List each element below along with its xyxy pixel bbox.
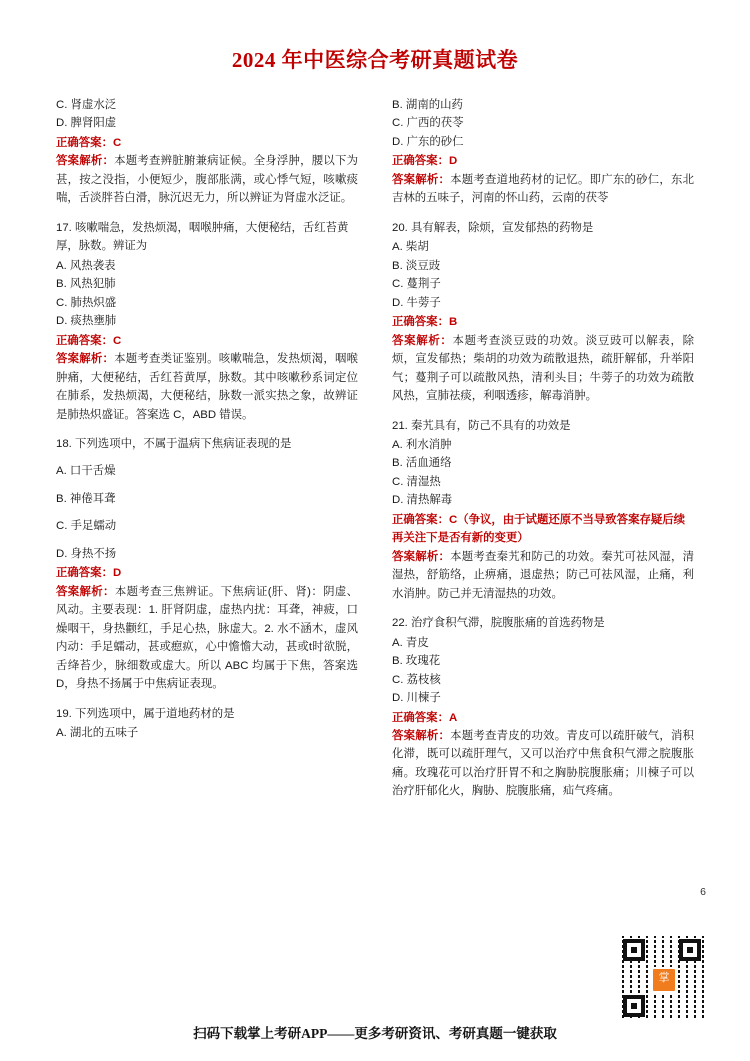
option: B. 风热犯肺 [56,278,116,291]
answer-value: B [448,316,458,329]
answer-line [56,332,358,350]
analysis-text: 本题考查道地药材的记忆。即广东的砂仁，东北吉林的五味子，河南的怀山药，云南的茯苓 [392,173,694,205]
two-column-body [0,74,750,812]
qr-code-icon[interactable] [620,936,704,1020]
option: A. 风热袭表 [56,259,116,272]
question-number: 18. [56,437,72,450]
answer-line [392,511,694,548]
answer-value: A [448,711,458,724]
option: D. 痰热壅肺 [56,315,117,328]
option: C. 清湿热 [392,475,441,488]
answer-value: D [448,155,458,168]
option: D. 牛蒡子 [392,296,441,309]
answer-dispute-note: （争议，由于试题还原不当导致答案存疑后续再关注下是否有新的变更） [392,513,686,545]
option: D. 脾肾阳虚 [56,117,117,130]
option: C. 肺热炽盛 [56,296,117,309]
qr-finder-top-left [623,939,645,961]
question-number: 19. [56,707,72,720]
option: A. 柴胡 [392,241,429,254]
question-text: 咳嗽喘急，发热烦渴，咽喉肿痛，大便秘结，舌红苔黄厚，脉数。辨证为 [56,221,349,253]
question-text: 秦艽具有，防己不具有的功效是 [411,419,571,432]
option: B. 玫瑰花 [392,655,441,668]
footer-caption: 扫码下载掌上考研APP——更多考研资讯、考研真题一键获取 [193,1026,557,1041]
analysis-paragraph [56,152,358,207]
analysis-label: 答案解析： [392,334,453,347]
option: A. 青皮 [392,636,429,649]
question-stem [392,219,694,237]
analysis-text: 本题考查三焦辨证。下焦病证(肝、肾)：阴虚、风动。主要表现：1. 肝肾阴虚，虚热内扰：耳聋，神疲，口燥咽干，身热颧红，手足心热，脉虚大。2. 水不涵木，虚风内动：手足蠕动，甚或瘛疭，心中憺憺大动，甚或t时欲脱，舌绛苔少，脉细数或虚大。所以 ABC 均属于下焦，答案选 D，身热不扬属于中焦病证表现。 [56,585,358,691]
analysis-label: 答案解析： [56,585,115,598]
analysis-paragraph [392,727,694,801]
qr-code-area[interactable] [620,936,704,1020]
analysis-text: 本题考查秦艽和防己的功效。秦艽可祛风湿，清湿热，舒筋络，止痹痛，退虚热；防己可祛风湿，止痛，利水消肿。防己并无清湿热的功效。 [392,550,694,600]
question-stem [56,435,358,453]
analysis-label: 答案解析： [56,155,115,168]
question-stem [56,219,358,256]
option: D. 广东的砂仁 [392,135,464,148]
answer-label: 正确答案： [392,155,449,168]
analysis-text: 本题考查淡豆豉的功效。淡豆豉可以解表，除烦，宣发郁热；柴胡的功效为疏散退热，疏肝解郁，升举阳气；蔓荆子可以疏散风热，清利头目；牛蒡子的功效为疏散风热，宣肺祛痰，利咽透疹，解毒消肿。 [392,334,694,403]
question-stem [56,705,358,723]
analysis-label: 答案解析： [392,550,451,563]
question-block-continuation [56,96,358,208]
question-number: 17. [56,221,72,234]
answer-label: 正确答案： [56,334,113,347]
question-text: 治疗食积气滞，脘腹胀痛的首选药物是 [411,617,605,630]
analysis-text: 本题考查辨脏腑兼病证候。全身浮肿，腰以下为甚，按之没指，小便短少，腹部胀满，或心悸气短，咳嗽痰喘，舌淡胖苔白滑，脉沉迟无力，所以辨证为肾虚水泛证。 [56,155,358,205]
analysis-paragraph [392,171,694,208]
answer-line [392,709,694,727]
answer-label: 正确答案： [56,136,113,149]
analysis-text: 本题考查类证鉴别。咳嗽喘急，发热烦渴，咽喉肿痛，大便秘结，舌红苔黄厚，脉数。其中咳嗽秒系词定位在肺系，发热烦渴，大便秘结，脉数一派实热之象，故辨证是肺热炽盛证。答案选 C，ABD 错误。 [56,353,358,421]
answer-value: C [448,513,458,526]
question-block-20 [392,219,694,406]
option: C. 蔓荆子 [392,278,441,291]
answer-label: 正确答案： [392,711,449,724]
page-number: 6 [700,886,706,898]
app-logo: 掌 [651,967,677,993]
analysis-label: 答案解析： [392,173,451,186]
answer-label: 正确答案： [56,567,113,580]
question-stem [392,417,694,435]
question-text: 下列选项中，属于道地药材的是 [75,707,235,720]
question-block-18 [56,435,358,694]
answer-line [392,152,694,170]
analysis-paragraph [56,350,358,424]
analysis-paragraph [392,332,694,406]
question-stem [392,614,694,632]
answer-line [56,134,358,152]
option: A. 湖北的五味子 [56,727,139,740]
answer-label: 正确答案： [392,316,449,329]
question-block-22 [392,614,694,801]
option: B. 湖南的山药 [392,99,463,111]
option: B. 淡豆豉 [392,259,441,272]
option: A. 利水消肿 [392,438,452,451]
analysis-label: 答案解析： [392,730,451,742]
option: B. 神倦耳聋 [56,492,116,505]
option: C. 荔枝核 [392,673,441,686]
question-block-continuation [392,96,694,208]
qr-finder-bottom-left [623,995,645,1017]
question-block-17 [56,219,358,424]
option: D. 川楝子 [392,692,441,705]
question-block-21 [392,417,694,604]
option: D. 清热解毒 [392,494,453,507]
answer-value: D [112,567,122,580]
analysis-label: 答案解析： [56,353,115,366]
analysis-paragraph [392,548,694,603]
left-column [56,96,358,812]
answer-line [392,313,694,331]
option: C. 手足蠕动 [56,520,117,533]
qr-finder-top-right [679,939,701,961]
option: B. 活血通络 [392,457,452,470]
question-number: 20. [392,221,408,234]
option: C. 肾虚水泛 [56,99,117,111]
option: D. 身热不扬 [56,547,117,560]
option: A. 口干舌燥 [56,465,116,478]
question-text: 具有解表，除烦，宣发郁热的药物是 [411,221,594,234]
right-column [392,96,694,812]
question-block-19 [56,705,358,743]
page-title: 2024 年中医综合考研真题试卷 [231,48,519,72]
analysis-paragraph [56,583,358,694]
question-number: 21. [392,419,408,432]
answer-value: C [112,136,122,149]
answer-line [56,564,358,582]
option: C. 广西的茯苓 [392,117,464,130]
question-number: 22. [392,617,408,630]
analysis-text: 本题考查青皮的功效。青皮可以疏肝破气，消积化滞，既可以疏肝理气，又可以治疗中焦食积气滞之脘腹胀痛。玫瑰花可以治疗肝胃不和之胸胁脘腹胀痛；川楝子可以治疗肝郁化火，胸胁、脘腹胀痛，疝气疼痛。 [392,730,694,798]
answer-label: 正确答案： [392,513,449,526]
answer-value: C [112,334,122,347]
question-text: 下列选项中，不属于温病下焦病证表现的是 [75,437,292,450]
